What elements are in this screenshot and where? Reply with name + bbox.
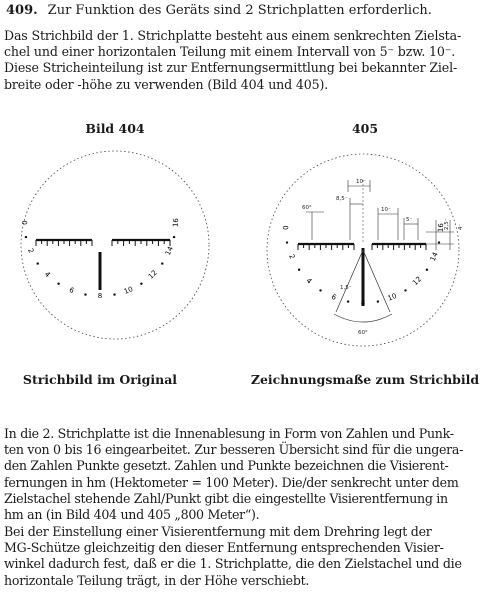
dimension-label: 60°: [302, 205, 312, 211]
distance-number: 16: [171, 218, 181, 228]
distance-number: 8: [360, 299, 366, 307]
distance-number: 14: [163, 245, 175, 257]
figure-405-label: 405: [351, 121, 379, 136]
distance-dot: [404, 289, 406, 291]
distance-dot: [113, 293, 115, 295]
distance-dot: [377, 300, 379, 302]
distance-number: 0: [280, 225, 290, 231]
distance-dot: [161, 262, 163, 264]
text-line: winkel dadurch fest, daß er die 1. Strichplatte, die den Zielstachel und die: [4, 556, 462, 572]
paragraph-second-plate: [4, 426, 488, 523]
distance-number: 4: [304, 276, 314, 286]
distance-dot: [140, 283, 142, 285]
wedge-arc: [334, 314, 392, 322]
figure-404-label: Bild 404: [85, 121, 145, 136]
distance-dot: [37, 262, 39, 264]
distance-dot: [25, 236, 27, 238]
section-heading: [6, 3, 490, 19]
text-line: MG-Schütze gleichzeitig den dieser Entfernung entsprechenden Visier-: [4, 540, 444, 556]
distance-dot: [438, 241, 440, 243]
distance-dot: [84, 293, 86, 295]
distance-number: 12: [146, 268, 159, 281]
distance-number: 12: [411, 275, 424, 288]
distance-number: 6: [330, 292, 338, 302]
distance-number: 2: [26, 247, 36, 255]
text-line: In die 2. Strichplatte ist die Innenablesung in Form von Zahlen und Punk-: [4, 426, 454, 441]
distance-dot: [298, 269, 300, 271]
distance-dot: [286, 241, 288, 243]
text-line: breite oder -höhe zu verwenden (Bild 404 und 405).: [4, 76, 329, 92]
wedge-line: [360, 250, 390, 312]
distance-number: 10: [122, 285, 135, 296]
text-line: fernungen in hm (Hektometer = 100 Meter). Die/der senkrecht unter dem: [4, 474, 459, 490]
dimension-label: 10⁻: [356, 179, 366, 185]
paragraph-adjustment: [4, 524, 488, 589]
text-line: chel und einer horizontalen Teilung mit einem Intervall von 5⁻ bzw. 10⁻.: [4, 44, 456, 60]
text-line: horizontale Teilung trägt, in der Höhe verschiebt.: [4, 572, 310, 588]
horizontal-scale: [36, 240, 170, 246]
intro-paragraph: [4, 28, 488, 93]
reticle-circle: [21, 151, 209, 339]
figure-405-caption: Zeichnungsmaße zum Strichbild: [250, 372, 480, 387]
reticle-dimensions-figure: [240, 140, 492, 372]
distance-dot: [57, 283, 59, 285]
dimension-label: 2,5⁻: [444, 218, 450, 230]
text-line: ten von 0 bis 16 eingearbeitet. Zur besseren Übersicht sind für die ungera-: [4, 442, 464, 458]
distance-dot: [173, 236, 175, 238]
dimension-label: 1,5⁻: [340, 285, 352, 291]
distance-number: 0: [19, 220, 29, 226]
section-number: 409.: [6, 3, 38, 18]
section-title: Zur Funktion des Geräts sind 2 Strichplatten erforderlich.: [47, 3, 432, 18]
distance-number: 16: [436, 223, 446, 233]
text-line: Das Strichbild der 1. Strichplatte besteht aus einem senkrechten Zielsta-: [4, 28, 462, 43]
distance-number: 14: [428, 251, 440, 263]
text-line: hm an (in Bild 404 und 405 „800 Meter“).: [4, 507, 260, 523]
distance-number: 2: [287, 253, 297, 261]
text-line: Diese Stricheinteilung ist zur Entfernungsermittlung bei bekannter Ziel-: [4, 60, 458, 76]
distance-number: 8: [97, 292, 103, 300]
dimension-label: 8,5⁻: [336, 196, 348, 202]
distance-dot: [347, 300, 349, 302]
dimension-lines: [306, 180, 454, 250]
distance-dot: [319, 289, 321, 291]
wedge-line: [336, 250, 366, 312]
figure-404-caption: Strichbild im Original: [22, 372, 178, 387]
distance-number: 4: [42, 270, 52, 280]
dimension-label: 10⁻: [381, 207, 391, 213]
distance-number: 6: [67, 285, 76, 296]
dimension-label: 5⁻: [406, 217, 413, 223]
text-line: Zielstachel stehende Zahl/Punkt gibt die eingestellte Visierentfernung in: [4, 490, 448, 506]
distance-dot: [426, 269, 428, 271]
text-line: Bei der Einstellung einer Visierentfernung mit dem Drehring legt der: [4, 524, 432, 539]
text-line: den Zahlen Punkte gesetzt. Zahlen und Punkte bezeichnen die Visierent-: [4, 458, 449, 474]
dimension-label: 4⁻: [458, 223, 464, 230]
dimension-label: 60°: [358, 330, 368, 336]
distance-number: 10: [386, 291, 398, 303]
reticle-original-figure: [0, 140, 240, 372]
